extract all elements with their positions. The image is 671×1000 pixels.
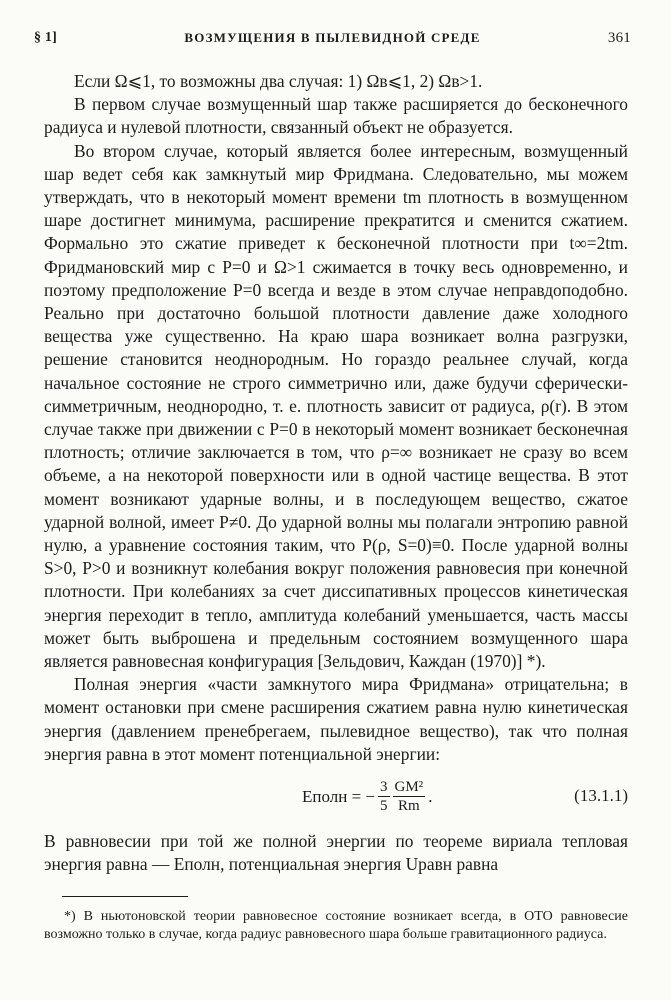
fraction-denominator: Rm [398,798,420,814]
footnote [44,908,628,944]
section-marker: § 1] [34,30,57,45]
paragraph-first-case: В первом случае возмущенный шар также расширяется до бесконечного радиуса и нулевой плотности, связанный объект не образуется. [44,94,628,138]
equation-number: (13.1.1) [574,786,628,805]
footnote-text: *) В ньютоновской теории равновесное состояние возникает всегда, в ОТО равновесие возможно только в случае, когда радиус равновесного шара больше гравитационного радиуса. [44,909,628,942]
fraction-three-fifths [378,778,390,815]
paragraph-total-energy: Полная энергия «части замкнутого мира Фридмана» отрицательна; в момент остановки при смене расширения сжатием равна нулю кинетическая энергия (давлением пренебрегаем, пылевидное вещество), так что полная энергия равна в этот момент потенциальной энергии: [44,674,628,764]
equation-lhs: Eполн = − [302,786,376,806]
equation-13-1-1 [44,772,628,822]
running-title: ВОЗМУЩЕНИЯ В ПЫЛЕВИДНОЙ СРЕДЕ [184,30,481,45]
paragraph-cases: Если Ω⩽1, то возможны два случая: 1) Ωв⩽1, 2) Ωв>1. [74,71,483,91]
main-text [44,70,628,766]
equation-expression [302,778,432,815]
fraction-denominator: 5 [380,798,388,814]
fraction-gm2-over-r [393,778,426,815]
paragraph-second-case: Во втором случае, который является более интересным, возмущенный шар ведет себя как замкнутый мир Фридмана. Следовательно, мы можем утверждать, что в некоторый момент времени tm плотность в возмущенном шаре достигнет минимума, расширение прекратится и сменится сжатием. Формально это сжатие приведет к бесконечной плотности при t∞=2tm. Фридмановский мир с P=0 и Ω>1 сжимается в точку весь одновременно, и поэтому предположение P=0 всегда и везде в этом случае неправдоподобно. Реально при достаточно большой плотности давление даже холодного вещества уже существенно. На краю шара возникает волна разгрузки, решение становится неоднородным. Но гораздо реальнее случай, когда начальное состояние не строго симметрично или, даже будучи сферически-симметричным, неоднородно, т. е. плотность зависит от радиуса, ρ(r). В этом случае также при движении с P=0 в некоторый момент возникает бесконечная плотность; отличие заключается в том, что ρ=∞ возникает не сразу во всем объеме, а на некоторой поверхности или в одной частице вещества. В этот момент возникают ударные волны, и в последующем вещество, сжатое ударной волной, имеет P≠0. До ударной волны мы полагали энтропию равной нулю, а уравнение состояния таким, что P(ρ, S=0)≡0. После ударной волны S>0, P>0 и возникнут колебания вокруг положения равновесия при конечной плотности. При колебаниях за счет диссипативных процессов кинетическая энергия переходит в тепло, амплитуда колебаний уменьшается, часть массы может быть выброшена и предельным состоянием возмущенного шара является равновесная конфигурация [Зельдович, Каждан (1970)] *). [44,140,628,672]
page-number: 361 [607,30,631,46]
continuation-text [44,830,628,876]
footnote-divider [62,896,188,897]
equation-tail: . [428,786,433,806]
fraction-numerator: 3 [380,779,388,795]
fraction-numerator: GM² [394,779,424,795]
paragraph-virial: В равновесии при той же полной энергии по теореме вириала тепловая энергия равна — Eполн, потенциальная энергия Uравн равна [44,831,628,875]
page-header [34,30,631,50]
